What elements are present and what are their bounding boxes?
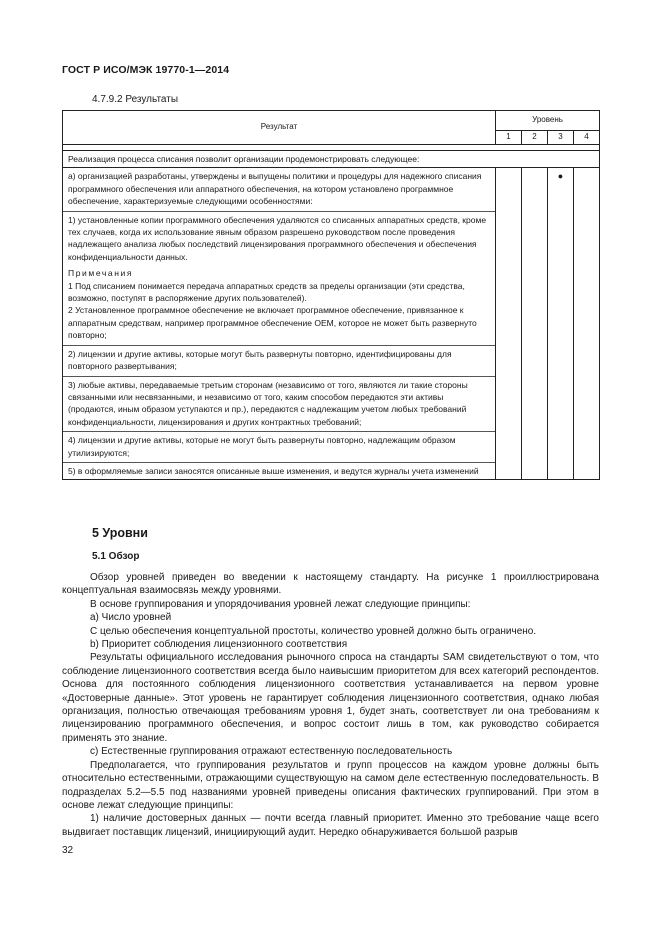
level-3: 3 xyxy=(548,131,574,145)
level-4: 4 xyxy=(574,131,600,145)
body-paragraph: С целью обеспечения концептуальной простоты, количество уровней должно быть ограничено. xyxy=(90,625,537,637)
row-divider xyxy=(63,462,495,463)
body-paragraph: В основе группирования и упорядочивания уровней лежат следующие принципы: xyxy=(90,598,471,610)
para-3: 3) любые активы, передаваемые третьим сторонам (независимо от того, являются ли такие стороны связанными или несвязанными, и независимо от того, каким способом передаются эти активы (продаются, иным образом уступаются и пр.), передаются с надлежащим учетом любых требований конфиденциальности, лицензирования и других контрактных требований; xyxy=(68,379,468,427)
document-header: ГОСТ Р ИСО/МЭК 19770-1—2014 xyxy=(62,64,230,76)
section-title: 4.7.9.2 Результаты xyxy=(92,94,179,105)
level-1: 1 xyxy=(496,131,522,145)
row-divider xyxy=(63,211,495,212)
para-a: а) организацией разработаны, утверждены и выпущены политики и процедуры для надежного списания программного обеспечения или аппаратного обеспечения, на котором установлено программное обеспечение, характеризуемые следующими особенностями: xyxy=(68,171,482,207)
body-paragraph: Обзор уровней приведен во введении к настоящему стандарту. На рисунке 1 проиллюстрирована концептуальная взаимосвязь между уровнями. xyxy=(62,572,599,597)
subsection-5-1-heading: 5.1 Обзор xyxy=(92,551,140,562)
row-divider xyxy=(63,376,495,377)
para-2: 2) лицензии и другие активы, которые могут быть развернуты повторно, идентифицированы для повторного развертывания; xyxy=(68,348,452,372)
level-1-cell xyxy=(496,168,522,480)
row-divider xyxy=(63,431,495,432)
row-divider xyxy=(63,345,495,346)
body-text xyxy=(62,571,599,839)
body-paragraph: 1) наличие достоверных данных — почти всегда главный приоритет. Именно это требование чаще всего выдвигает поставщик лицензий, инициирующий аудит. Нередко обнаруживается большой разрыв xyxy=(62,813,599,838)
body-paragraph: b) Приоритет соблюдения лицензионного соответствия xyxy=(90,639,348,651)
body-paragraph: Предполагается, что группирования результатов и групп процессов на каждом уровне должны быть относительно естественными, отражающими существующую на самом деле естественную последовательность. В подразделах 5.2—5.5 под названиями уровней приведены описания фактических группирований. При этом в основе лежат следующие принципы: xyxy=(62,759,599,811)
level-2-cell xyxy=(522,168,548,480)
header-result: Результат xyxy=(63,111,496,145)
result-content-cell xyxy=(63,168,496,480)
intro-row: Реализация процесса списания позволит организации продемонстрировать следующее: xyxy=(63,151,600,168)
para-4: 4) лицензии и другие активы, которые не могут быть развернуты повторно, надлежащим образом утилизируются; xyxy=(68,435,456,458)
section-5-heading: 5 Уровни xyxy=(92,526,148,540)
body-paragraph: Результаты официального исследования рыночного спроса на стандарты SAM свидетельствуют о том, что соблюдение лицензионного соответствия всегда было наивысшим приоритетом для всех категорий респондентов. Основа для постоянного соблюдения лицензионного соответствия устанавливается на первом уровне «Достоверные данные». Этот уровень не гарантирует соблюдения лицензионного соответствия, однако любая организация, полностью отвечающая требованиям уровня 1, будет знать, соответствует ли она требованиям к лицензированию программного обеспечения, и вопрос состоит лишь в том, как руководство собирается применять это знание. xyxy=(62,652,599,744)
para-5: 5) в оформляемые записи заносятся описанные выше изменения, и ведутся журналы учета изменений xyxy=(68,465,479,476)
body-paragraph: с) Естественные группирования отражают естественную последовательность xyxy=(90,746,453,758)
level-3-cell xyxy=(548,168,574,480)
results-table xyxy=(62,110,600,480)
level-4-cell xyxy=(574,168,600,480)
header-level: Уровень xyxy=(496,111,600,131)
notes-title: Примечания xyxy=(68,268,134,279)
level-mark-bullet: ● xyxy=(557,171,564,182)
note-2: 2 Установленное программное обеспечение не включает программное обеспечение, привязанное к аппаратным средствам, например программное обеспечение OEM, которое не может быть развернуто повторно; xyxy=(68,305,477,341)
body-paragraph: а) Число уровней xyxy=(90,612,172,624)
note-1: 1 Под списанием понимается передача аппаратных средств за пределы организации (эти средства, возможно, поступят в распоряжение других пользователей). xyxy=(68,280,465,304)
page-number: 32 xyxy=(62,845,74,856)
level-2: 2 xyxy=(522,131,548,145)
para-1: 1) установленные копии программного обеспечения удаляются со списанных аппаратных средств, кроме тех случаев, когда их использование явным образом разрешено руководством после проведения надлежащего анализа любых последствий лицензирования программного обеспечения и обеспечения конфиденциальности данных. xyxy=(68,214,487,262)
